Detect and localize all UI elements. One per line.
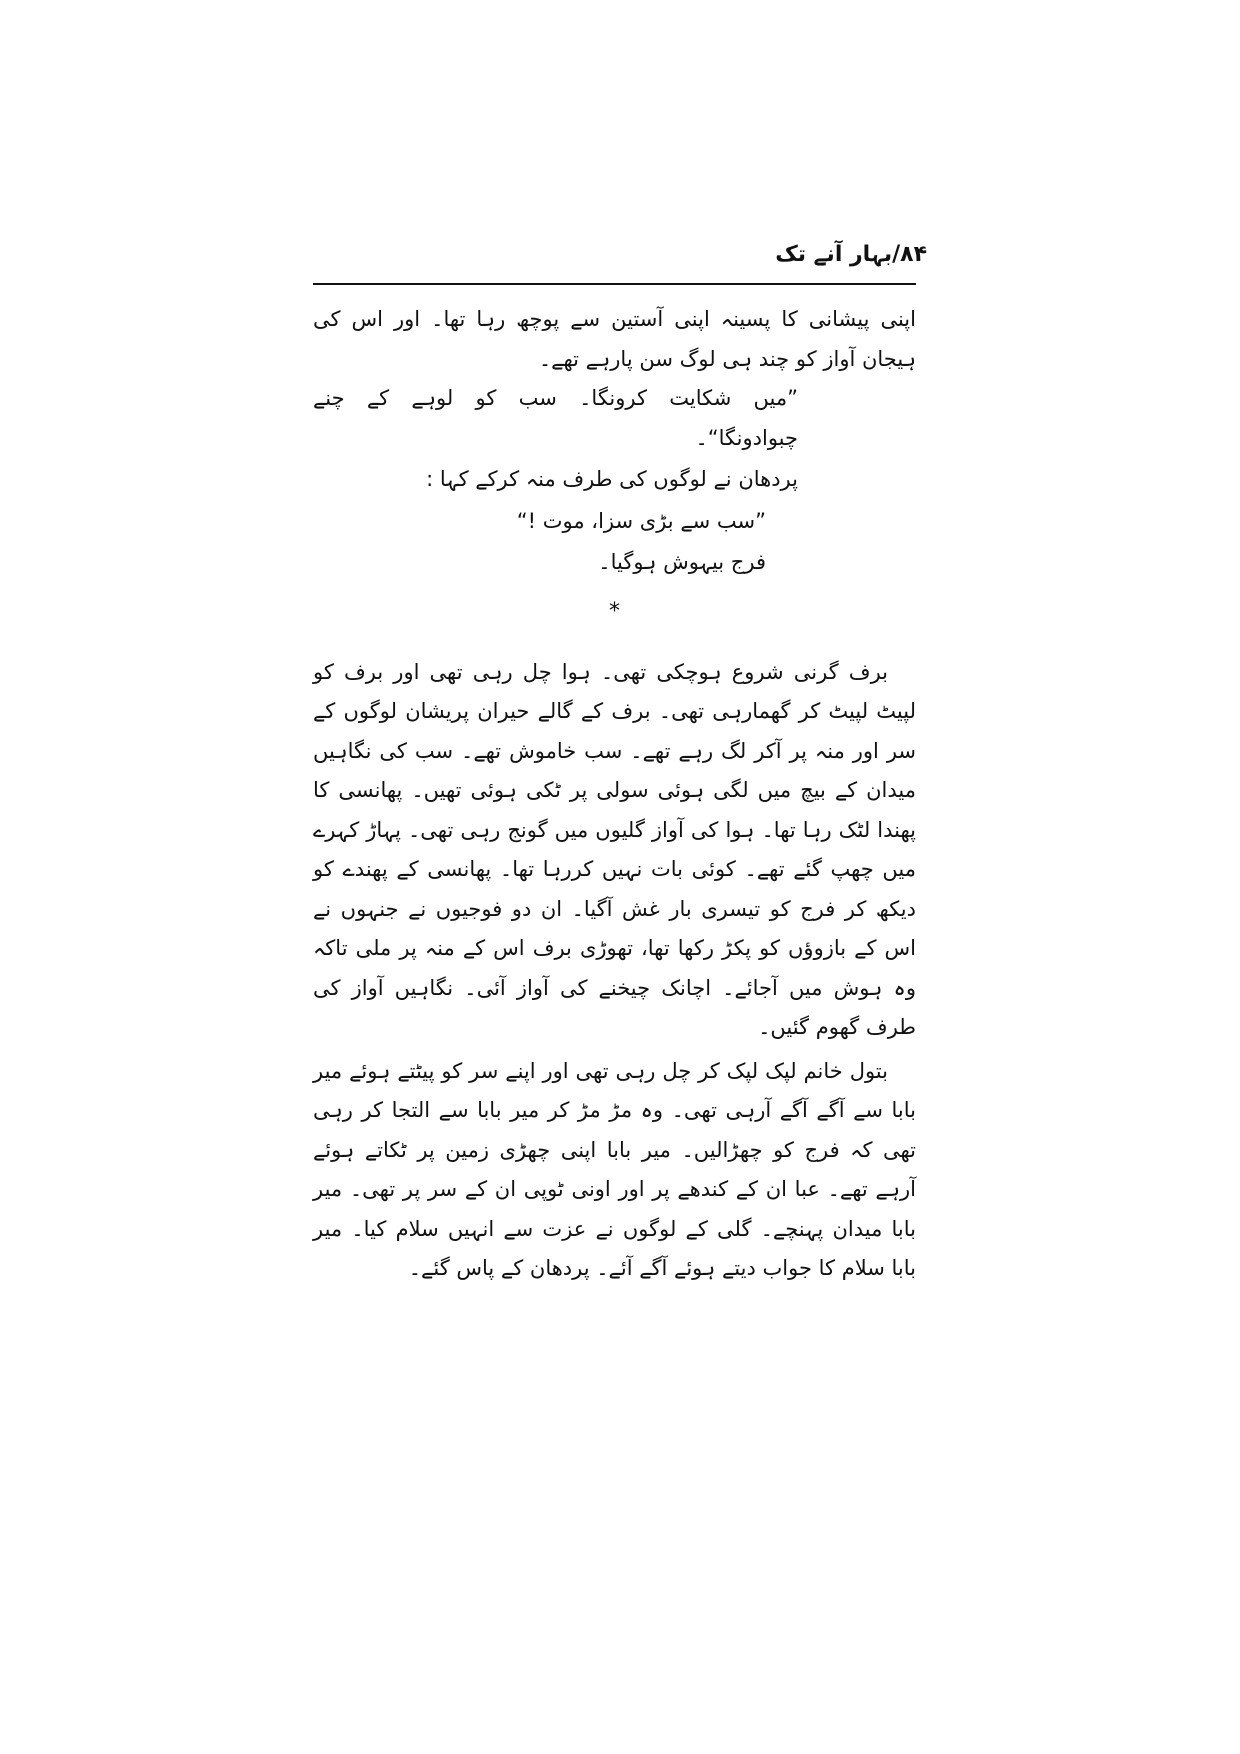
dialogue-line: فرج بیہوش ہوگیا۔ xyxy=(598,550,766,574)
header-rule xyxy=(313,283,916,285)
dialogue-block xyxy=(313,379,916,583)
paragraph: برف گرنی شروع ہوچکی تھی۔ ہوا چل رہی تھی اور برف کو لپیٹ لپیٹ کر گھمارہی تھی۔ برف کے گالے حیران پریشان لوگوں کے سر اور منہ پر آکر لگ رہے تھے۔ سب خاموش تھے۔ سب کی نگاہیں میدان کے بیچ میں لگی ہوئی سولی پر ٹکی ہوئی تھیں۔ پھانسی کا پھندا لٹک رہا تھا۔ ہوا کی آواز گلیوں میں گونج رہی تھی۔ پہاڑ کہرے میں چھپ گئے تھے۔ کوئی بات نہیں کررہا تھا۔ پھانسی کے پھندے کو دیکھ کر فرج کو تیسری بار غش آگیا۔ ان دو فوجیوں نے جنہوں نے اس کے بازوؤں کو پکڑ رکھا تھا، تھوڑی برف اس کے منہ پر ملی تاکہ وہ ہوش میں آجائے۔ اچانک چیخنے کی آواز آئی۔ نگاہیں آواز کی طرف گھوم گئیں۔ xyxy=(313,659,916,1039)
dialogue-line: پردھان نے لوگوں کی طرف منہ کرکے کہا : xyxy=(426,467,798,491)
dialogue-line: ”میں شکایت کرونگا۔ سب کو لوہے کے چنے چبوادونگا“۔ xyxy=(313,386,798,450)
page-text xyxy=(313,300,916,1289)
opening-paragraph: اپنی پیشانی کا پسینہ اپنی آستین سے پوچھ رہا تھا۔ اور اس کی ہیجان آواز کو چند ہی لوگ سن پارہے تھے۔ xyxy=(313,307,916,371)
paragraph: بتول خانم لپک لپک کر چل رہی تھی اور اپنے سر کو پیٹتے ہوئے میر بابا سے آگے آگے آرہی تھی۔ وہ مڑ مڑ کر میر بابا سے التجا کر رہی تھی کہ فرج کو چھڑالیں۔ میر بابا اپنی چھڑی زمین پر ٹکاتے ہوئے آرہے تھے۔ عبا ان کے کندھے پر اور اونی ٹوپی ان کے سر پر تھی۔ میر بابا میدان پہنچے۔ گلی کے لوگوں نے عزت سے انہیں سلام کیا۔ میر بابا سلام کا جواب دیتے ہوئے آگے آئے۔ پردھان کے پاس گئے۔ xyxy=(313,1058,916,1280)
dialogue-line: ”سب سے بڑی سزا، موت !“ xyxy=(516,508,766,533)
section-separator: * xyxy=(609,598,620,624)
running-head: ۸۴/بہار آنے تک xyxy=(775,242,927,267)
